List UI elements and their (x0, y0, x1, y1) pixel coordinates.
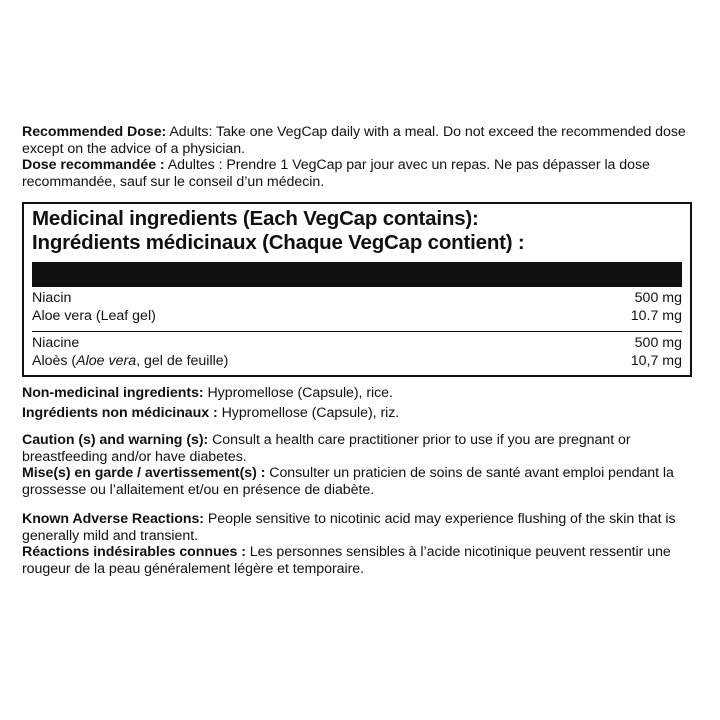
ingredient-name-prefix: Aloès ( (32, 353, 77, 369)
caution-en-text: Consult a health care practitioner prior to use if you are pregnant or breastfeeding and/or have diabetes. (22, 432, 631, 465)
ingredient-name-italic: Aloe vera (76, 353, 137, 369)
adverse-fr-text: Les personnes sensibles à l’acide nicotinique peuvent ressentir une rougeur de la peau généralement légère et temporaire. (22, 544, 671, 577)
ingredient-row-aloe (32, 308, 682, 325)
caution-en (22, 432, 698, 465)
caution-en-label: Caution (s) and warning (s): (22, 432, 209, 448)
non-medicinal-en (22, 385, 698, 402)
caution-fr-label: Mise(s) en garde / avertissement(s) : (22, 465, 266, 481)
ingredient-name: Niacine (32, 335, 80, 351)
dose-fr-label: Dose recommandée : (22, 157, 165, 173)
caution-section (22, 432, 698, 498)
ingredient-row-niacin (32, 290, 682, 307)
dose-en-text: Adults: Take one VegCap daily with a meal. Do not exceed the recommended dose except on the advice of a physician. (22, 124, 686, 157)
medicinal-title-fr: Ingrédients médicinaux (Chaque VegCap contient) : (32, 231, 525, 254)
non-medicinal-en-text: Hypromellose (Capsule), rice. (203, 385, 393, 401)
ingredient-name: Aloe vera (Leaf gel) (32, 308, 156, 324)
ingredient-row-aloes (32, 353, 682, 370)
ingredient-amount: 10.7 mg (630, 308, 682, 324)
ingredient-name-suffix: , gel de feuille) (136, 353, 229, 369)
medicinal-title (24, 204, 690, 255)
medicinal-ingredients-panel (22, 202, 692, 377)
ingredient-name: Niacin (32, 290, 72, 306)
ingredient-row-niacine (32, 335, 682, 352)
dose-en-label: Recommended Dose: (22, 124, 167, 140)
caution-fr (22, 465, 698, 498)
non-medicinal-fr (22, 405, 698, 422)
non-medicinal-en-label: Non-medicinal ingredients: (22, 385, 204, 401)
adverse-en-text: People sensitive to nicotinic acid may experience flushing of the skin that is generally mild and transient. (22, 511, 676, 544)
divider (32, 331, 682, 332)
adverse-fr-label: Réactions indésirables connues : (22, 544, 246, 560)
non-medicinal-section (22, 385, 698, 421)
medicinal-title-en: Medicinal ingredients (Each VegCap contains): (32, 207, 479, 230)
dose-en (22, 124, 698, 157)
ingredient-amount: 500 mg (634, 290, 682, 306)
ingredient-amount: 500 mg (634, 335, 682, 351)
adverse-en-label: Known Adverse Reactions: (22, 511, 204, 527)
non-medicinal-fr-text: Hypromellose (Capsule), riz. (217, 404, 400, 421)
dose-section (22, 124, 698, 190)
adverse-section (22, 511, 698, 577)
ingredient-amount: 10,7 mg (630, 353, 682, 369)
header-bar (32, 262, 682, 287)
adverse-en (22, 511, 698, 544)
non-medicinal-fr-label: Ingrédients non médicinaux : (22, 404, 218, 421)
caution-fr-text: Consulter un praticien de soins de santé avant emploi pendant la grossesse ou l’allaitement et/ou en présence de diabète. (22, 465, 674, 498)
dose-fr-text: Adultes : Prendre 1 VegCap par jour avec un repas. Ne pas dépasser la dose recommandée, sauf sur le conseil d’un médecin. (22, 157, 650, 190)
adverse-fr (22, 544, 698, 577)
dose-fr (22, 157, 698, 190)
ingredient-name (32, 353, 228, 370)
